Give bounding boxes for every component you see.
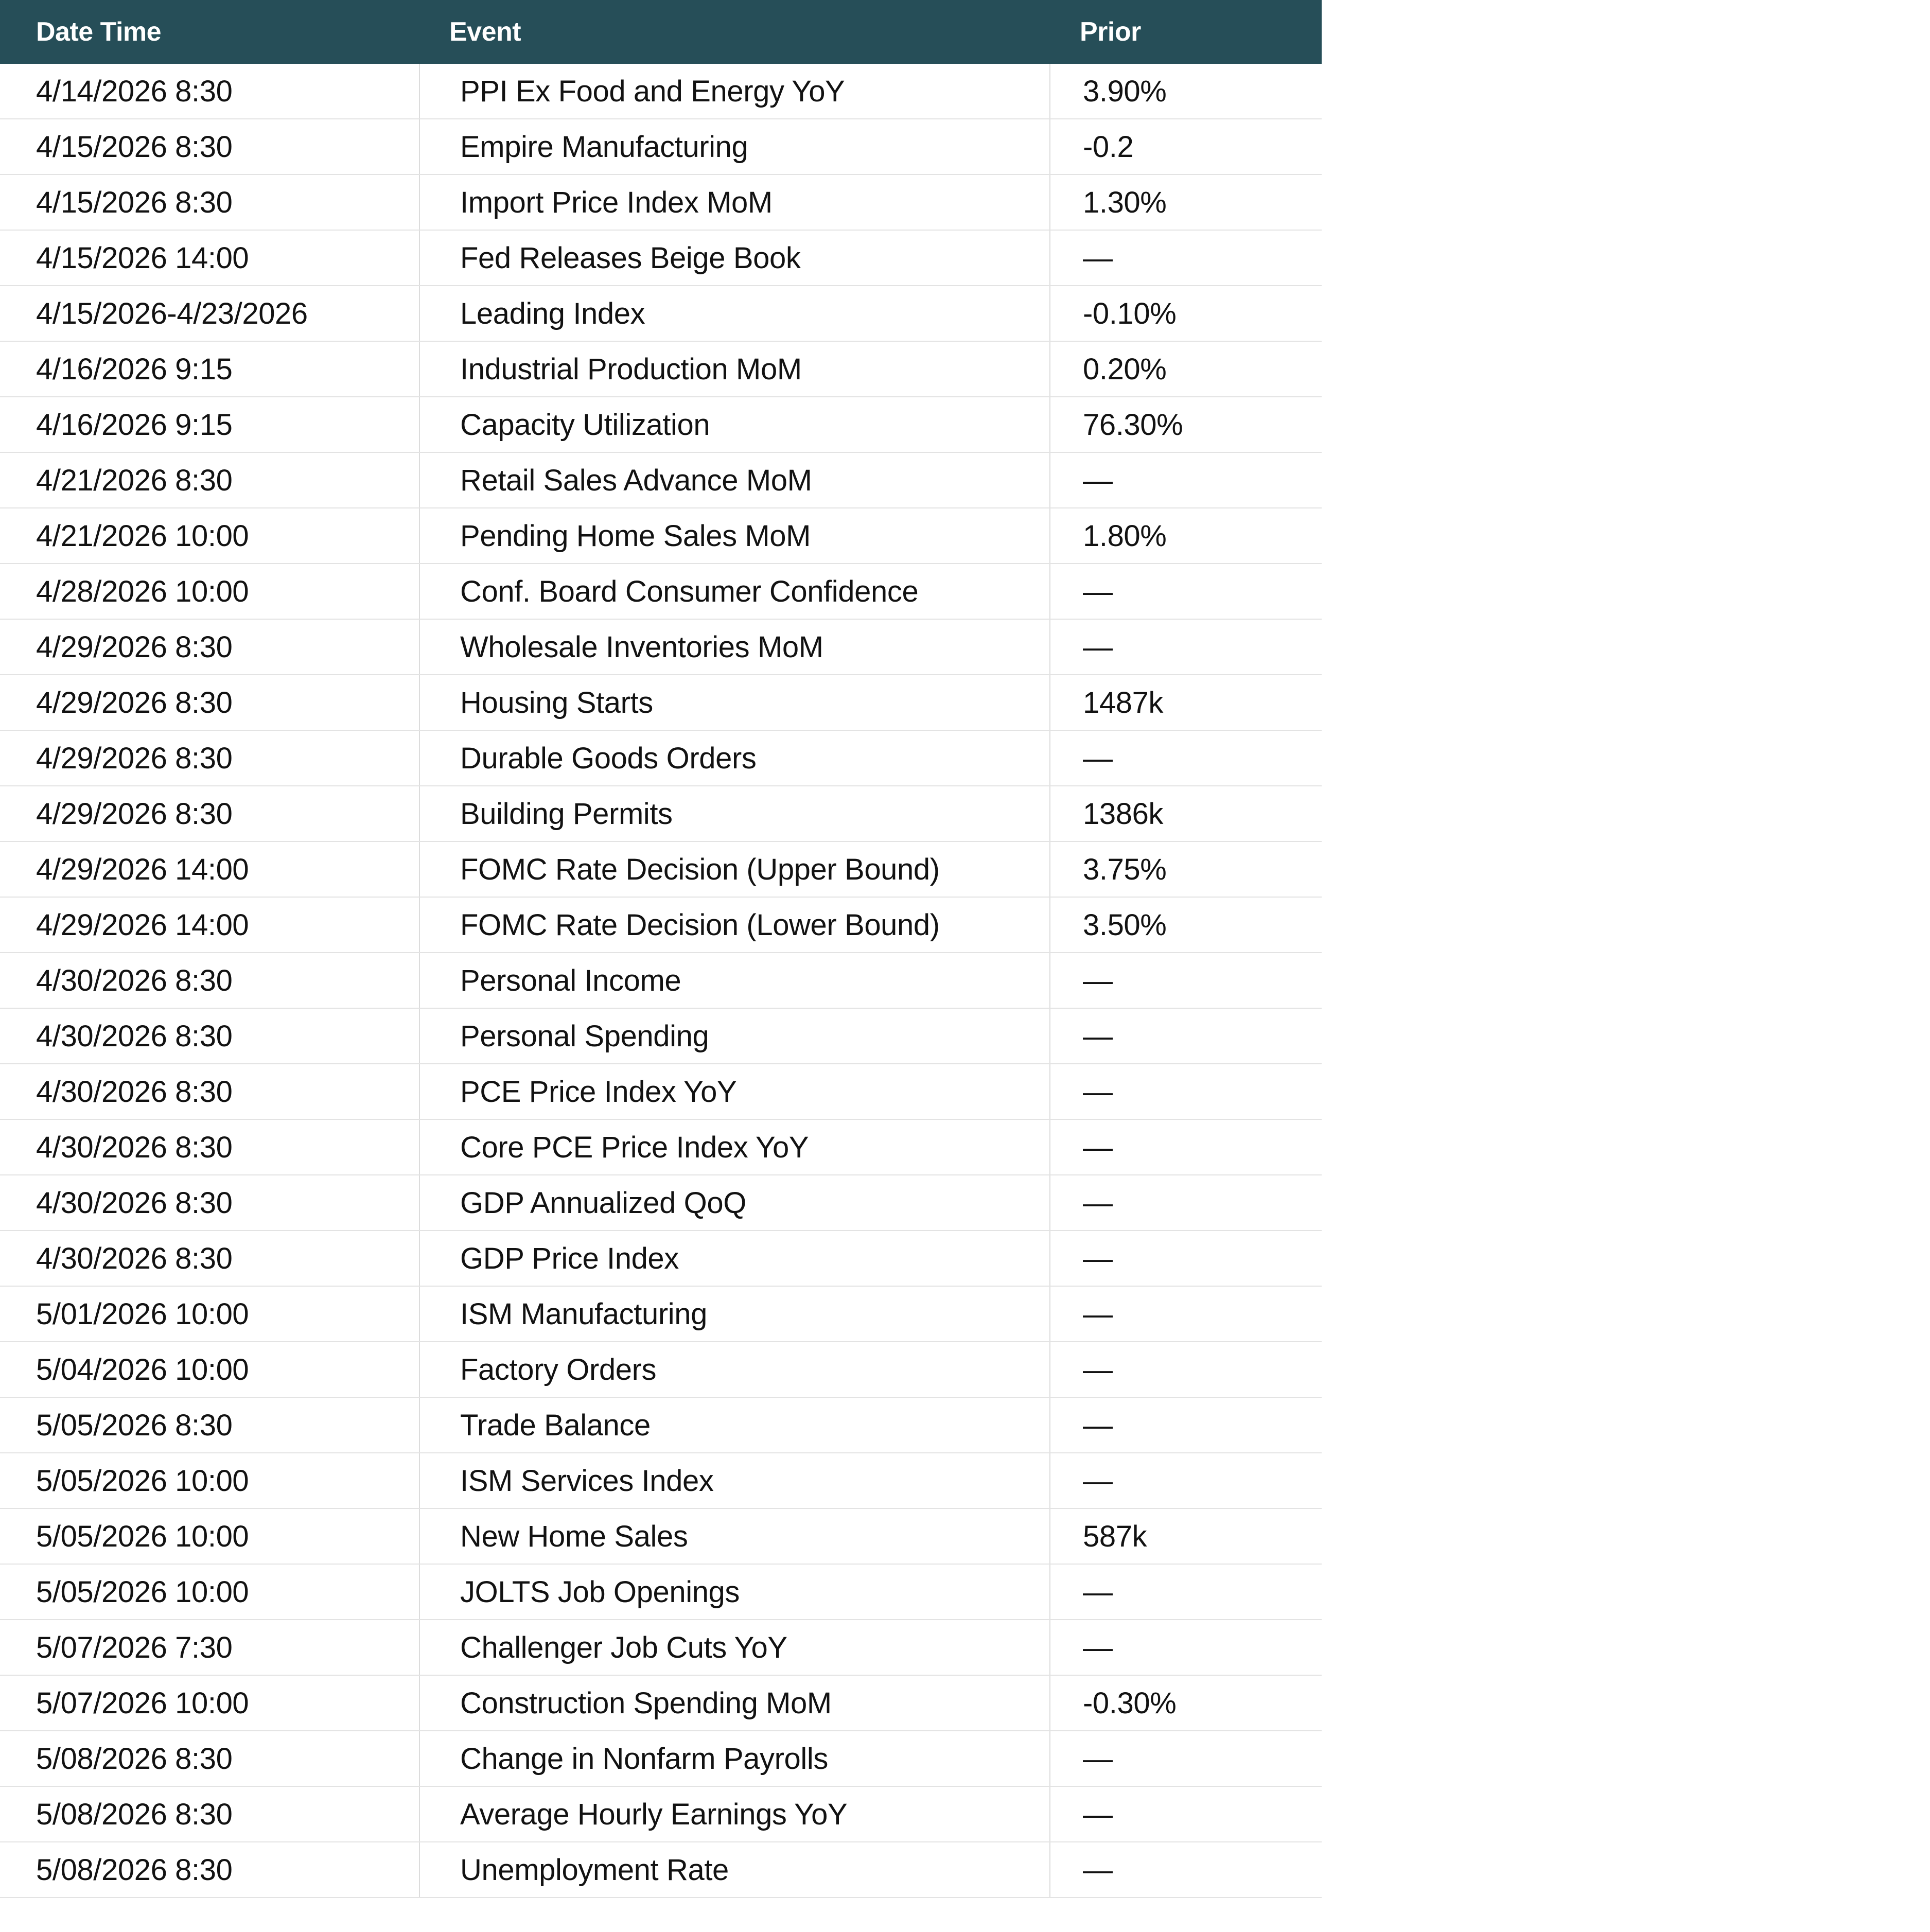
cell-date-time: 4/15/2026 8:30 [0, 119, 419, 174]
cell-event: FOMC Rate Decision (Upper Bound) [419, 841, 1050, 897]
cell-date-time: 5/07/2026 7:30 [0, 1620, 419, 1675]
cell-prior: — [1050, 1064, 1322, 1119]
cell-prior: 76.30% [1050, 397, 1322, 452]
table-row[interactable] [0, 619, 1322, 675]
cell-date-time: 4/21/2026 8:30 [0, 452, 419, 508]
table-row[interactable] [0, 953, 1322, 1008]
table-row[interactable] [0, 397, 1322, 452]
cell-event: Housing Starts [419, 675, 1050, 730]
cell-date-time: 5/07/2026 10:00 [0, 1675, 419, 1731]
cell-prior: — [1050, 1175, 1322, 1231]
cell-date-time: 4/16/2026 9:15 [0, 397, 419, 452]
cell-event: Import Price Index MoM [419, 174, 1050, 230]
table-row[interactable] [0, 1175, 1322, 1231]
cell-prior: — [1050, 730, 1322, 786]
table-header-row [0, 0, 1322, 64]
column-header-event[interactable]: Event [449, 17, 521, 47]
cell-date-time: 4/29/2026 8:30 [0, 786, 419, 841]
cell-event: Change in Nonfarm Payrolls [419, 1731, 1050, 1786]
cell-event: Retail Sales Advance MoM [419, 452, 1050, 508]
table-row[interactable] [0, 1675, 1322, 1731]
cell-prior: 0.20% [1050, 341, 1322, 397]
cell-prior: 1487k [1050, 675, 1322, 730]
table-row[interactable] [0, 1731, 1322, 1786]
table-row[interactable] [0, 1119, 1322, 1175]
cell-prior: — [1050, 564, 1322, 619]
cell-prior: — [1050, 230, 1322, 286]
table-row[interactable] [0, 1286, 1322, 1342]
table-row[interactable] [0, 1231, 1322, 1286]
cell-prior: — [1050, 1620, 1322, 1675]
cell-event: Trade Balance [419, 1397, 1050, 1453]
cell-date-time: 5/01/2026 10:00 [0, 1286, 419, 1342]
table-row[interactable] [0, 730, 1322, 786]
cell-event: Personal Spending [419, 1008, 1050, 1064]
cell-event: Personal Income [419, 953, 1050, 1008]
cell-event: Conf. Board Consumer Confidence [419, 564, 1050, 619]
cell-event: Average Hourly Earnings YoY [419, 1786, 1050, 1842]
cell-prior: -0.2 [1050, 119, 1322, 174]
table-row[interactable] [0, 897, 1322, 953]
table-row[interactable] [0, 675, 1322, 730]
cell-event: Durable Goods Orders [419, 730, 1050, 786]
column-header-date-time[interactable]: Date Time [36, 17, 162, 47]
cell-event: GDP Annualized QoQ [419, 1175, 1050, 1231]
cell-prior: — [1050, 1119, 1322, 1175]
cell-date-time: 4/15/2026 14:00 [0, 230, 419, 286]
cell-event: Fed Releases Beige Book [419, 230, 1050, 286]
table-row[interactable] [0, 452, 1322, 508]
cell-prior: — [1050, 1342, 1322, 1397]
cell-date-time: 5/05/2026 10:00 [0, 1453, 419, 1508]
cell-prior: — [1050, 1286, 1322, 1342]
cell-prior: — [1050, 1453, 1322, 1508]
cell-prior: — [1050, 452, 1322, 508]
cell-event: Capacity Utilization [419, 397, 1050, 452]
cell-date-time: 4/28/2026 10:00 [0, 564, 419, 619]
cell-date-time: 4/29/2026 14:00 [0, 897, 419, 953]
cell-date-time: 4/30/2026 8:30 [0, 953, 419, 1008]
cell-prior: — [1050, 1731, 1322, 1786]
cell-event: Building Permits [419, 786, 1050, 841]
table-row[interactable] [0, 1564, 1322, 1620]
cell-prior: — [1050, 1397, 1322, 1453]
cell-event: Pending Home Sales MoM [419, 508, 1050, 564]
table-row[interactable] [0, 1842, 1322, 1898]
cell-date-time: 5/08/2026 8:30 [0, 1731, 419, 1786]
cell-date-time: 5/08/2026 8:30 [0, 1842, 419, 1898]
cell-date-time: 5/05/2026 8:30 [0, 1397, 419, 1453]
cell-event: ISM Services Index [419, 1453, 1050, 1508]
cell-event: ISM Manufacturing [419, 1286, 1050, 1342]
table-row[interactable] [0, 1620, 1322, 1675]
table-row[interactable] [0, 286, 1322, 341]
table-row[interactable] [0, 786, 1322, 841]
table-row[interactable] [0, 508, 1322, 564]
column-header-prior[interactable]: Prior [1080, 17, 1141, 47]
cell-date-time: 4/30/2026 8:30 [0, 1175, 419, 1231]
cell-date-time: 4/29/2026 14:00 [0, 841, 419, 897]
cell-event: GDP Price Index [419, 1231, 1050, 1286]
cell-event: Unemployment Rate [419, 1842, 1050, 1898]
cell-date-time: 4/30/2026 8:30 [0, 1064, 419, 1119]
cell-date-time: 4/29/2026 8:30 [0, 675, 419, 730]
cell-date-time: 4/15/2026-4/23/2026 [0, 286, 419, 341]
table-row[interactable] [0, 841, 1322, 897]
table-row[interactable] [0, 1786, 1322, 1842]
cell-date-time: 4/21/2026 10:00 [0, 508, 419, 564]
cell-prior: 3.90% [1050, 64, 1322, 119]
table-row[interactable] [0, 1064, 1322, 1119]
cell-prior: 1.30% [1050, 174, 1322, 230]
cell-event: PCE Price Index YoY [419, 1064, 1050, 1119]
cell-date-time: 4/30/2026 8:30 [0, 1231, 419, 1286]
cell-prior: — [1050, 1231, 1322, 1286]
cell-date-time: 4/29/2026 8:30 [0, 619, 419, 675]
table-row[interactable] [0, 341, 1322, 397]
cell-prior: — [1050, 1786, 1322, 1842]
cell-event: PPI Ex Food and Energy YoY [419, 64, 1050, 119]
cell-prior: -0.10% [1050, 286, 1322, 341]
table-row[interactable] [0, 119, 1322, 174]
cell-event: FOMC Rate Decision (Lower Bound) [419, 897, 1050, 953]
cell-date-time: 5/08/2026 8:30 [0, 1786, 419, 1842]
cell-date-time: 5/05/2026 10:00 [0, 1564, 419, 1620]
cell-prior: — [1050, 1564, 1322, 1620]
cell-date-time: 5/04/2026 10:00 [0, 1342, 419, 1397]
table-row[interactable] [0, 1508, 1322, 1564]
cell-prior: 3.75% [1050, 841, 1322, 897]
cell-prior: — [1050, 1842, 1322, 1898]
cell-date-time: 4/14/2026 8:30 [0, 64, 419, 119]
cell-event: Construction Spending MoM [419, 1675, 1050, 1731]
cell-date-time: 4/29/2026 8:30 [0, 730, 419, 786]
cell-event: Core PCE Price Index YoY [419, 1119, 1050, 1175]
table-row[interactable] [0, 1453, 1322, 1508]
cell-event: Empire Manufacturing [419, 119, 1050, 174]
table-row[interactable] [0, 1008, 1322, 1064]
cell-event: Wholesale Inventories MoM [419, 619, 1050, 675]
table-row[interactable] [0, 174, 1322, 230]
cell-date-time: 5/05/2026 10:00 [0, 1508, 419, 1564]
cell-prior: — [1050, 953, 1322, 1008]
table-body [0, 64, 1322, 1898]
table-row[interactable] [0, 1342, 1322, 1397]
cell-event: Factory Orders [419, 1342, 1050, 1397]
cell-prior: — [1050, 1008, 1322, 1064]
cell-date-time: 4/16/2026 9:15 [0, 341, 419, 397]
cell-date-time: 4/15/2026 8:30 [0, 174, 419, 230]
cell-prior: 1.80% [1050, 508, 1322, 564]
cell-event: JOLTS Job Openings [419, 1564, 1050, 1620]
cell-prior: 587k [1050, 1508, 1322, 1564]
cell-prior: 3.50% [1050, 897, 1322, 953]
table-header [0, 0, 1322, 64]
table-row[interactable] [0, 1397, 1322, 1453]
cell-event: Industrial Production MoM [419, 341, 1050, 397]
cell-prior: — [1050, 619, 1322, 675]
table-row[interactable] [0, 64, 1322, 119]
table-row[interactable] [0, 564, 1322, 619]
cell-date-time: 4/30/2026 8:30 [0, 1119, 419, 1175]
cell-date-time: 4/30/2026 8:30 [0, 1008, 419, 1064]
cell-prior: 1386k [1050, 786, 1322, 841]
cell-event: Challenger Job Cuts YoY [419, 1620, 1050, 1675]
cell-event: New Home Sales [419, 1508, 1050, 1564]
table-row[interactable] [0, 230, 1322, 286]
cell-prior: -0.30% [1050, 1675, 1322, 1731]
cell-event: Leading Index [419, 286, 1050, 341]
